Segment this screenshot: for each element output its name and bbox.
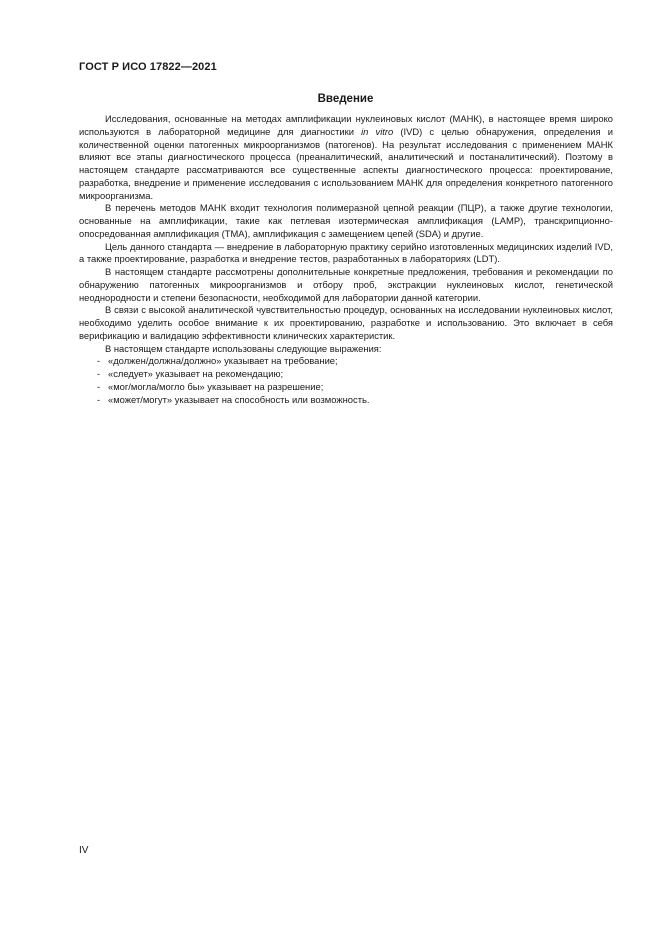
list-item <box>79 368 613 381</box>
list-item <box>79 394 613 407</box>
section-title: Введение <box>317 93 374 105</box>
list-bullet: - <box>97 393 101 405</box>
list-item <box>79 355 613 368</box>
list-bullet: - <box>97 355 101 367</box>
expressions-list <box>79 355 613 406</box>
list-item-text: «мог/могла/могло бы» указывает на разрешение; <box>108 380 324 392</box>
paragraph-1-text-b: (IVD) с целью обнаружения, определения и количественной оценки патогенных микроорганизмов (патогенов). На результат исследования с применением МАНК влияют все этапы диагностического процесса (преаналитический, аналитический и постаналитический). Поэтому в настоящем стандарте рассматриваются все существенные аспекты диагностического процесса: проектирование, разработка, внедрение и применение исследования с использованием МАНК для определения конкретного патогенного микроорганизма. <box>79 125 613 201</box>
paragraph-1-text-a: Исследования, основанные на методах амплификации нуклеиновых кислот (МАНК), в настоящее время широко используются в лабораторной медицине для диагностики <box>79 113 613 137</box>
list-item-text: «должен/должна/должно» указывает на требование; <box>108 355 338 367</box>
paragraph-3: Цель данного стандарта — внедрение в лабораторную практику серийно изготовленных медицинских изделий IVD, а также проектирование, разработка и внедрение тестов, разработанных в лабораториях (LDT). <box>79 240 613 265</box>
paragraph-5: В связи с высокой аналитической чувствительностью процедур, основанных на исследовании нуклеиновых кислот, необходимо уделить особое внимание к их проектированию, разработке и использованию. Это включает в себя верификацию и валидацию эффективности клинических характеристик. <box>79 304 613 341</box>
paragraph-1 <box>79 113 613 202</box>
paragraph-4: В настоящем стандарте рассмотрены дополнительные конкретные предложения, требования и рекомендации по обнаружению патогенных микроорганизмов и отбору проб, экстракции нуклеиновых кислот, генетической неоднородности и степени безопасности, необходимой для лаборатории данной категории. <box>79 266 613 303</box>
introduction-body <box>79 113 613 406</box>
list-item <box>79 381 613 394</box>
standard-id-header: ГОСТ Р ИСО 17822—2021 <box>79 61 217 73</box>
page-number: IV <box>79 845 89 856</box>
list-item-text: «следует» указывает на рекомендацию; <box>108 368 284 379</box>
paragraph-1-italic-term: in vitro <box>361 125 394 137</box>
list-bullet: - <box>97 368 101 379</box>
paragraph-6: В настоящем стандарте использованы следующие выражения: <box>105 342 382 354</box>
list-bullet: - <box>97 380 101 392</box>
paragraph-2: В перечень методов МАНК входит технология полимеразной цепной реакции (ПЦР), а также другие технологии, основанные на амплификации, такие как петлевая изотермическая амплификация (LAMP), транскрипционно-опосредованная амплификация (TMA), амплификация с замещением цепей (SDA) и другие. <box>79 202 613 239</box>
list-item-text: «может/могут» указывает на способность или возможность. <box>108 393 370 405</box>
